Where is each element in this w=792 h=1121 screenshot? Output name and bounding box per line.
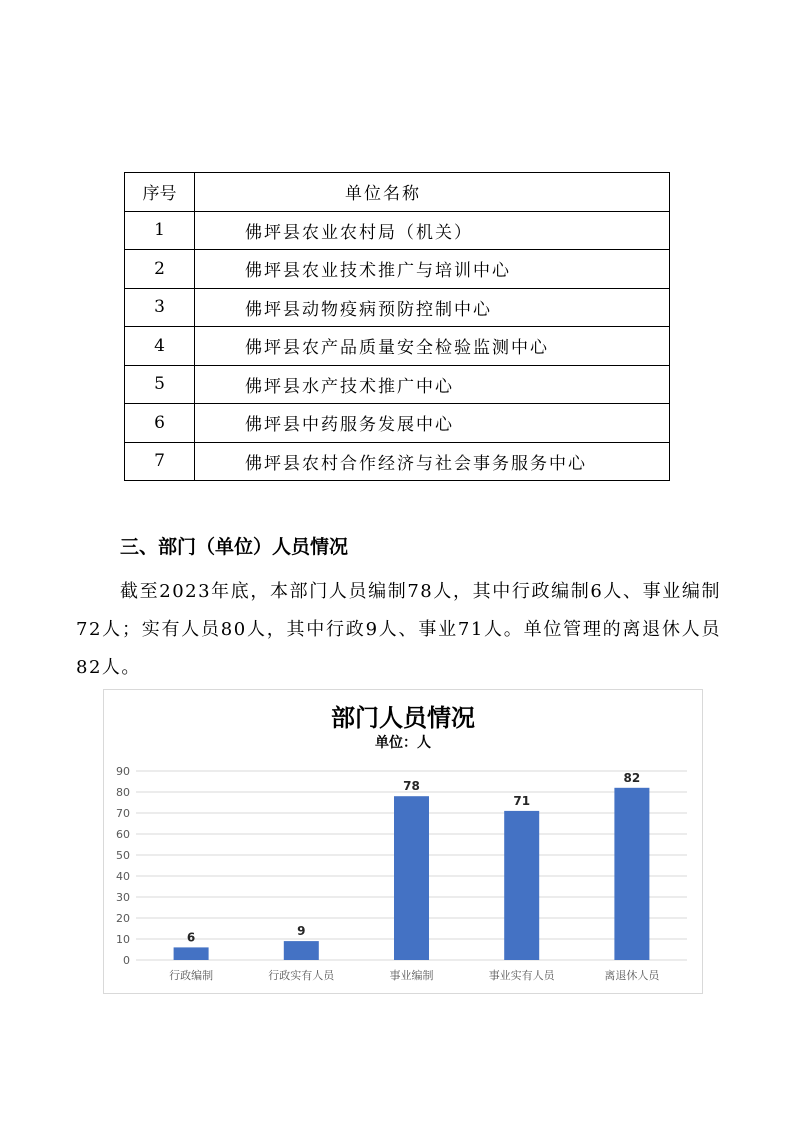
row-serial: 3 — [125, 288, 195, 327]
row-serial: 1 — [125, 211, 195, 250]
y-tick-label: 40 — [116, 870, 130, 883]
bar — [504, 811, 539, 960]
bar — [394, 796, 429, 960]
row-unit-name: 佛坪县动物疫病预防控制中心 — [195, 288, 670, 327]
bar — [284, 941, 319, 960]
row-serial: 5 — [125, 365, 195, 404]
x-tick-label: 事业实有人员 — [488, 969, 555, 982]
data-label: 82 — [623, 770, 641, 785]
y-tick-label: 80 — [116, 786, 130, 799]
y-tick-label: 30 — [116, 891, 130, 904]
y-tick-label: 50 — [116, 849, 130, 862]
bar — [174, 947, 209, 960]
data-label: 71 — [513, 793, 531, 808]
table-row — [125, 211, 670, 250]
row-serial: 2 — [125, 250, 195, 289]
x-tick-label: 事业编制 — [389, 969, 434, 982]
table-row — [125, 250, 670, 289]
row-unit-name: 佛坪县水产技术推广中心 — [195, 365, 670, 404]
table-row — [125, 404, 670, 443]
row-serial: 4 — [125, 327, 195, 366]
header-unit-name: 单位名称 — [195, 173, 670, 212]
row-serial: 7 — [125, 442, 195, 481]
y-tick-label: 90 — [116, 765, 130, 778]
y-tick-label: 0 — [123, 954, 130, 967]
x-tick-label: 行政编制 — [169, 969, 214, 982]
table-header-row — [125, 173, 670, 212]
x-tick-label: 行政实有人员 — [268, 969, 335, 982]
header-serial: 序号 — [125, 173, 195, 212]
table-row — [125, 365, 670, 404]
section-heading: 三、部门（单位）人员情况 — [120, 536, 349, 558]
bar — [614, 788, 649, 960]
y-tick-label: 20 — [116, 912, 130, 925]
chart-plot — [104, 690, 702, 993]
data-label: 6 — [186, 930, 196, 945]
x-tick-label: 离退休人员 — [604, 969, 660, 982]
table-row — [125, 288, 670, 327]
row-unit-name: 佛坪县农产品质量安全检验监测中心 — [195, 327, 670, 366]
data-label: 78 — [403, 779, 420, 794]
row-unit-name: 佛坪县农业技术推广与培训中心 — [195, 250, 670, 289]
unit-table — [124, 172, 670, 481]
y-tick-label: 10 — [116, 933, 130, 946]
y-tick-label: 70 — [116, 807, 130, 820]
row-unit-name: 佛坪县农村合作经济与社会事务服务中心 — [195, 442, 670, 481]
y-tick-label: 60 — [116, 828, 130, 841]
data-label: 9 — [297, 924, 306, 939]
chart-subtitle: 单位：人 — [375, 735, 431, 751]
table-row — [125, 327, 670, 366]
staff-chart — [103, 689, 703, 994]
row-unit-name: 佛坪县农业农村局（机关） — [195, 211, 670, 250]
row-unit-name: 佛坪县中药服务发展中心 — [195, 404, 670, 443]
table-row — [125, 442, 670, 481]
row-serial: 6 — [125, 404, 195, 443]
section-paragraph: 截至2023年底，本部门人员编制78人，其中行政编制6人、事业编制72人；实有人员80人，其中行政9人、事业71人。单位管理的离退休人员82人。 — [76, 581, 721, 678]
chart-title: 部门人员情况 — [331, 704, 475, 732]
